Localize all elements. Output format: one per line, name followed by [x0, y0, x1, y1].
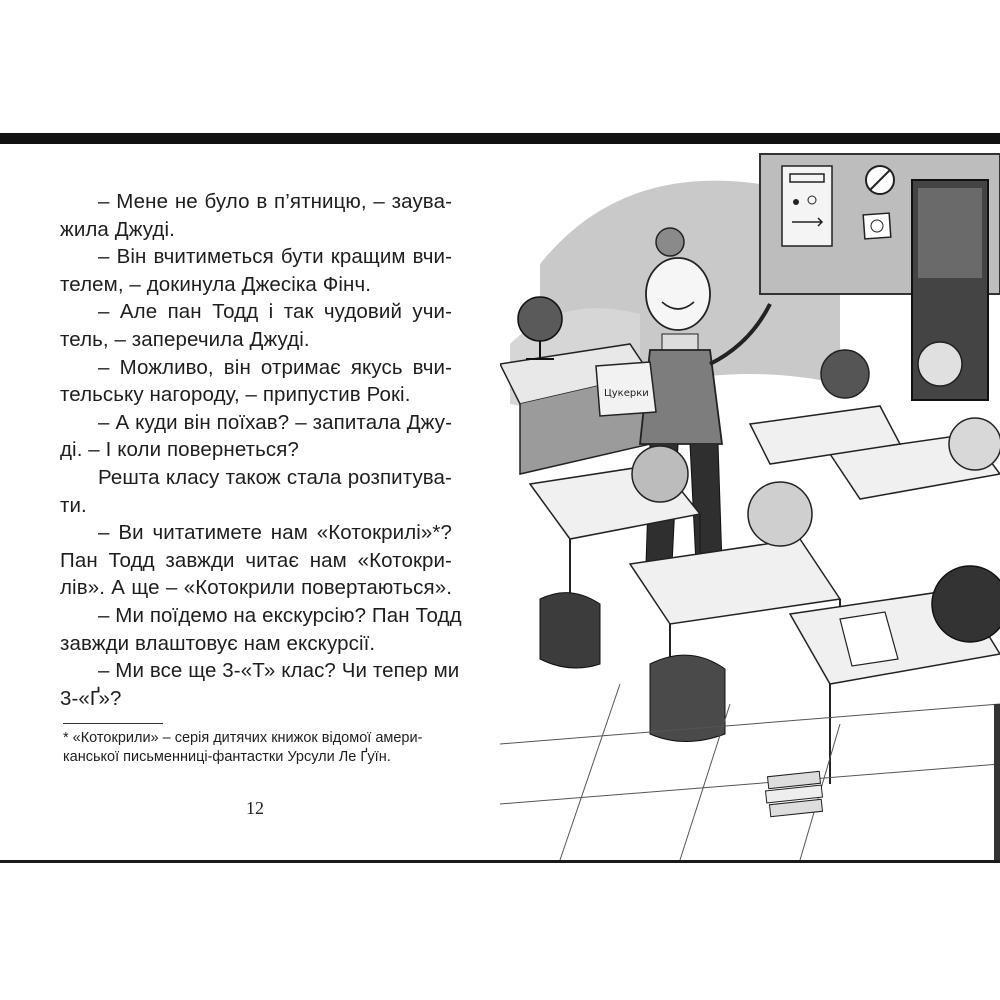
text-line: – Ми поїдемо на екскурсію? Пан Тодд — [98, 603, 462, 627]
text-line: лів». А ще – «Котокрили повертаються». — [60, 576, 452, 600]
classroom-illustration — [500, 144, 1000, 860]
text-line: – Він вчитиметься бути кращим вчи- — [98, 245, 452, 269]
backpack — [540, 593, 600, 668]
footnote-divider — [63, 723, 163, 724]
text-line: тельську нагороду, – припустив Рокі. — [60, 383, 411, 407]
floor-tiles — [500, 684, 1000, 860]
door-window — [918, 188, 982, 278]
text-line: – Мене не було в п’ятницю, – заува- — [98, 190, 452, 213]
top-border — [0, 133, 1000, 144]
text-line: – Ви читатимете нам «Котокрилі»*? — [98, 521, 452, 545]
text-line: телем, – докинула Джесіка Фінч. — [60, 272, 372, 296]
bottom-border — [0, 860, 1000, 863]
candy-bag-label: Цукерки — [604, 388, 649, 399]
text-line: – Ми все ще 3-«Т» клас? Чи тепер ми — [98, 659, 460, 683]
text-line: жила Джуді. — [60, 217, 175, 241]
text-line: – А куди він поїхав? – запитала Джу- — [98, 410, 452, 434]
footnote-line: канської письменниці-фантастки Урсули Ле Ґуїн. — [63, 749, 391, 765]
footnote — [63, 729, 441, 767]
text-line: завжди влаштовує нам екскурсії. — [60, 631, 376, 655]
page-number: 12 — [246, 798, 264, 818]
book-stack — [766, 771, 823, 816]
text-line: – Але пан Тодд і так чудовий учи- — [98, 300, 452, 324]
text-line: Решта класу також стала розпитува- — [98, 465, 452, 489]
text-line: – Можливо, він отримає якусь вчи- — [98, 355, 452, 379]
text-line: Пан Тодд завжди читає нам «Котокри- — [60, 548, 452, 572]
text-line: тель, – заперечила Джуді. — [60, 327, 310, 351]
candy-bag — [596, 362, 656, 416]
arrow-chart-icon — [782, 166, 832, 246]
left-page-text — [60, 188, 462, 712]
text-line: 3-«Ґ»? — [60, 686, 122, 710]
text-line: ти. — [60, 493, 87, 517]
text-line: ді. – І коли повернеться? — [60, 438, 299, 462]
student-desks — [530, 406, 1000, 784]
page-edge — [994, 704, 1000, 860]
footnote-line: * «Котокрили» – серія дитячих книжок відомої амери- — [63, 730, 423, 746]
dialogue-text — [60, 188, 462, 712]
